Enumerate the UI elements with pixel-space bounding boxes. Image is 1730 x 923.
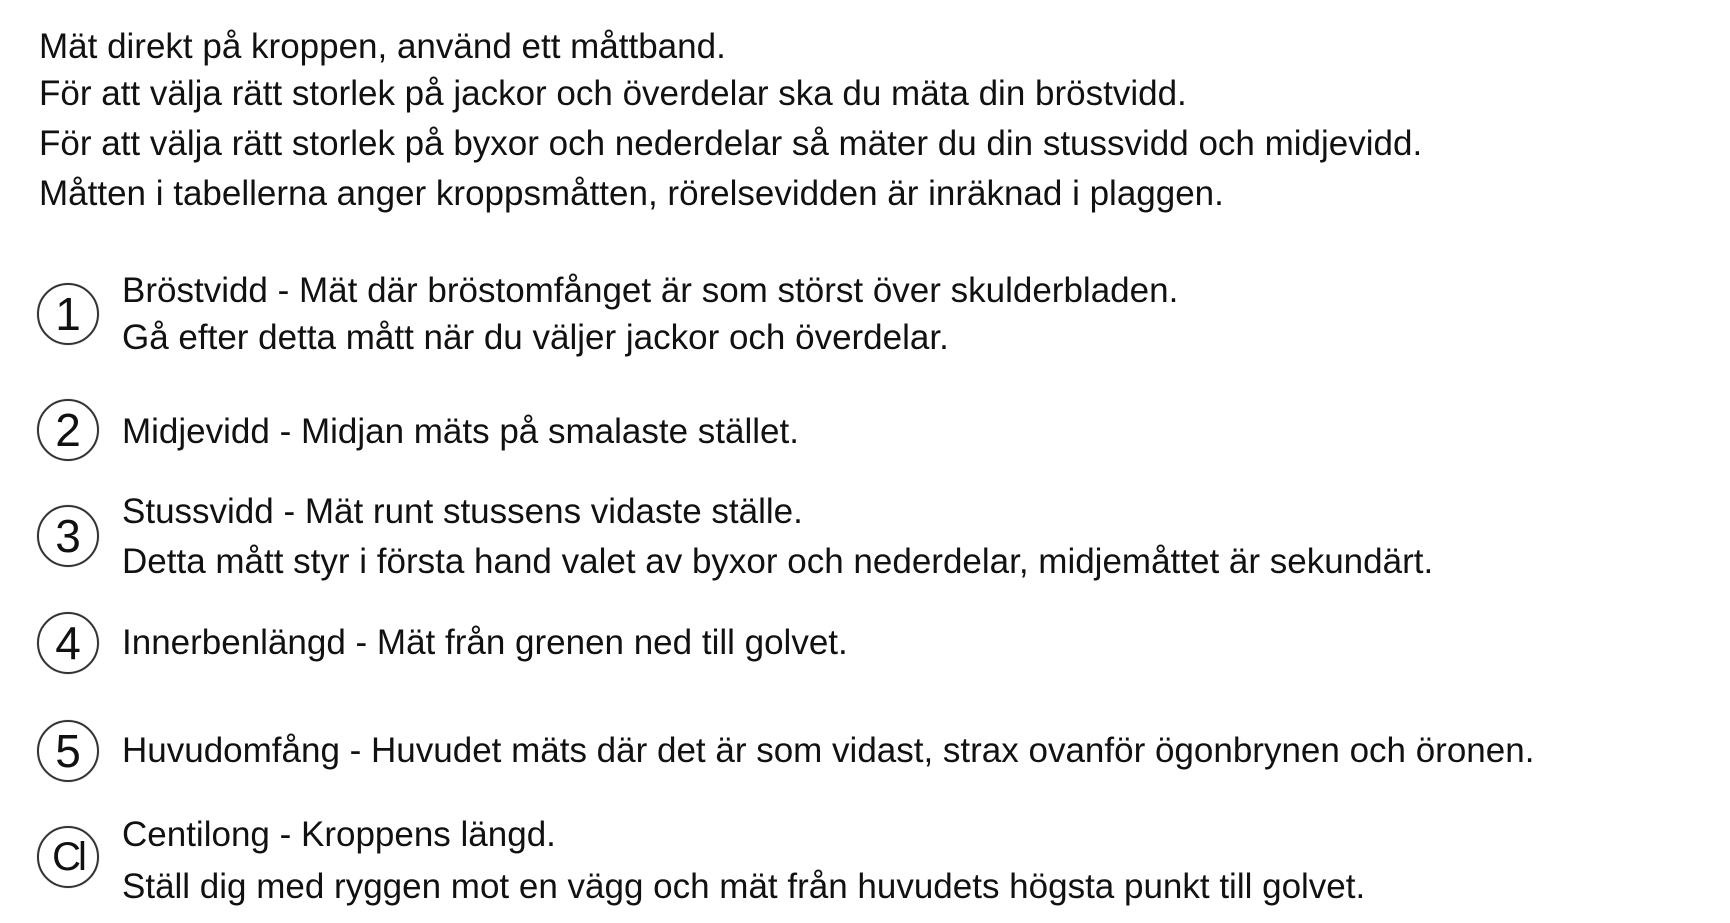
number-circle-icon: 4 <box>37 612 99 674</box>
item-line: Stussvidd - Mät runt stussens vidaste ställe. <box>122 492 803 531</box>
number-circle-icon: 1 <box>37 283 99 345</box>
item-line: Innerbenlängd - Mät från grenen ned till golvet. <box>122 623 848 662</box>
intro-line: För att välja rätt storlek på byxor och nederdelar så mäter du din stussvidd och midjevidd. <box>39 124 1423 163</box>
item-line: Bröstvidd - Mät där bröstomfånget är som störst över skulderbladen. <box>122 271 1179 310</box>
intro-line: Mät direkt på kroppen, använd ett måttband. <box>39 27 726 66</box>
number-circle-icon: 5 <box>37 720 99 782</box>
item-line: Midjevidd - Midjan mäts på smalaste stället. <box>122 412 799 451</box>
intro-line: För att välja rätt storlek på jackor och överdelar ska du mäta din bröstvidd. <box>39 74 1187 113</box>
number-circle-icon: 3 <box>37 505 99 567</box>
intro-line: Måtten i tabellerna anger kroppsmåtten, rörelsevidden är inräknad i plaggen. <box>39 174 1224 213</box>
number-circle-icon: 2 <box>37 399 99 461</box>
item-line: Huvudomfång - Huvudet mäts där det är som vidast, strax ovanför ögonbrynen och öronen. <box>122 731 1535 770</box>
centilong-circle-icon: Cl <box>37 826 99 888</box>
item-line: Centilong - Kroppens längd. <box>122 815 556 854</box>
item-line: Gå efter detta mått när du väljer jackor och överdelar. <box>122 318 949 357</box>
item-line: Detta mått styr i första hand valet av byxor och nederdelar, midjemåttet är sekundärt. <box>122 542 1434 581</box>
item-line: Ställ dig med ryggen mot en vägg och mät från huvudets högsta punkt till golvet. <box>122 867 1366 906</box>
